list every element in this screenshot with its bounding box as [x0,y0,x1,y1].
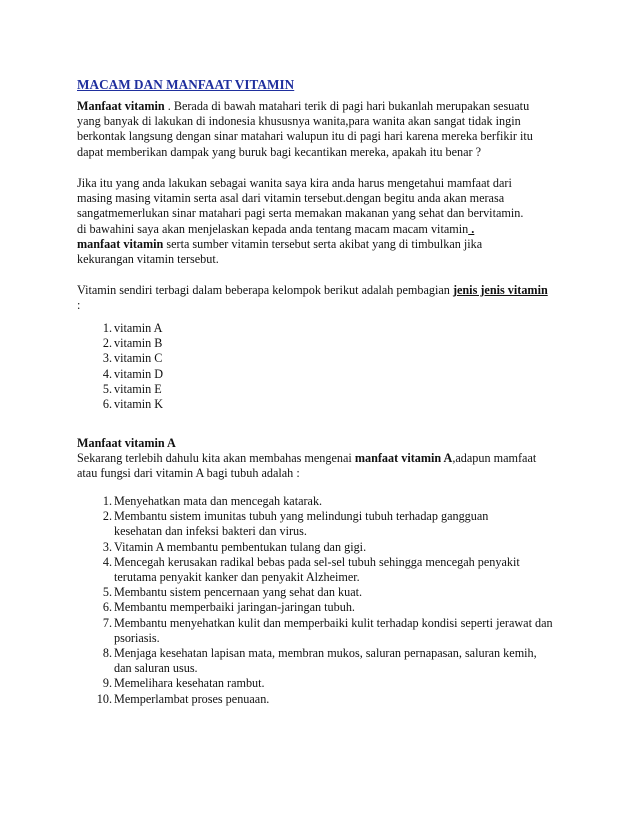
list-item [77,397,567,412]
list-item-text: Membantu sistem imunitas tubuh yang melindungi tubuh terhadap gangguan [114,509,489,524]
list-item-number: 3. [102,351,112,366]
list-item-text: vitamin A [114,321,163,335]
intro-line-3: berkontak langsung dengan sinar matahari walupun itu di pagi hari karena mereka berfikir itu [77,129,533,144]
section-a-line-1-post: ,adapun mamfaat [452,451,537,466]
list-item-text: Membantu sistem pencernaan yang sehat dan kuat. [114,585,363,600]
intro-line-1: . Berada di bawah matahari terik di pagi hari bukanlah merupakan sesuatu [164,99,530,113]
list-item-text: Vitamin A membantu pembentukan tulang dan gigi. [114,539,367,554]
list-item-text: vitamin D [114,366,164,381]
list-item-number: 6. [102,397,112,412]
section-a-line-2: atau fungsi dari vitamin A bagi tubuh adalah : [77,466,300,481]
intro-paragraph [77,99,567,160]
list-item-text: Memperlambat proses penuaan. [114,691,270,706]
list-item [77,382,567,397]
section-a [77,436,567,482]
para2-line-6: kekurangan vitamin tersebut. [77,252,219,267]
para2-line-2: masing masing vitamin serta asal dari vitamin tersebut.dengan begitu anda akan merasa [77,191,505,206]
page-title: MACAM DAN MANFAAT VITAMIN [77,77,295,92]
list-item [77,676,567,691]
list-item [77,540,567,555]
list-item-text: vitamin C [114,351,163,366]
list-item-text-continued: psoriasis. [114,630,160,645]
list-item-text: Menyehatkan mata dan mencegah katarak. [114,494,323,508]
para2-link[interactable]: . [468,221,475,236]
list-item-text: Membantu memperbaiki jaringan-jaringan tubuh. [114,600,355,615]
list-item-text: vitamin K [114,397,164,412]
list-item-number: 3. [102,539,112,554]
list-item-number: 4. [102,366,112,381]
list-item-number: 8. [102,646,112,661]
vitamin-list [77,321,567,412]
list-item [77,692,567,707]
paragraph-2 [77,176,567,267]
list-item-text-continued: kesehatan dan infeksi bakteri dan virus. [114,524,307,539]
list-item-number: 9. [102,676,112,691]
section-a-line-1: Sekarang terlebih dahulu kita akan membahas mengenai [77,451,355,466]
list-item [77,600,567,615]
list-item-number: 5. [102,381,112,396]
intro-line-4: dapat memberikan dampak yang buruk bagi kecantikan mereka, apakah itu benar ? [77,144,482,159]
list-item-number: 7. [102,615,112,630]
intro-line-2: yang banyak di lakukan di indonesia khususnya wanita,para wanita akan sangat tidak ingin [77,114,521,129]
para2-line-3: sangatmemerlukan sinar matahari pagi serta memakan makanan yang sehat dan bervitamin. [77,206,524,221]
list-item-number: 2. [102,336,112,351]
section-a-bold: manfaat vitamin A [354,451,453,466]
list-item-text: Membantu menyehatkan kulit dan memperbaiki kulit terhadap kondisi seperti jerawat dan [114,615,553,630]
list-item-number: 2. [102,509,112,524]
section-a-heading: Manfaat vitamin A [77,436,176,450]
para2-line-5: serta sumber vitamin tersebut serta akibat yang di timbulkan jika [163,236,483,251]
list-item [77,509,567,539]
list-item-number: 10. [96,691,112,706]
list-item-text-continued: terutama penyakit kanker dan penyakit Alzheimer. [114,570,360,585]
list-item-text: vitamin B [114,336,163,351]
list-item [77,321,567,336]
list-item-number: 4. [102,554,112,569]
list-item-text: Memelihara kesehatan rambut. [114,676,265,691]
list-item-text-continued: dan saluran usus. [114,661,198,676]
list-item [77,351,567,366]
para3-text: Vitamin sendiri terbagi dalam beberapa kelompok berikut adalah pembagian [77,283,453,297]
list-item-text: vitamin E [114,381,162,396]
para2-bold: manfaat vitamin [77,236,164,251]
list-item [77,336,567,351]
list-item-number: 1. [102,494,112,508]
list-item-number: 5. [102,585,112,600]
list-item-number: 6. [102,600,112,615]
list-item-text: Menjaga kesehatan lapisan mata, membran mukos, saluran pernapasan, saluran kemih, [114,646,537,661]
list-item [77,367,567,382]
intro-lead-bold: Manfaat vitamin [77,99,165,113]
para2-line-1: Jika itu yang anda lakukan sebagai wanita saya kira anda harus mengetahui mamfaat dari [77,176,512,190]
list-item-text: Mencegah kerusakan radikal bebas pada sel-sel tubuh sehingga mencegah penyakit [114,554,520,569]
list-item [77,494,567,509]
list-item [77,555,567,585]
jenis-vitamin-link[interactable]: jenis jenis vitamin [452,283,548,297]
para3-colon: : [77,298,81,313]
paragraph-3 [77,283,567,313]
list-item [77,646,567,676]
list-item-number: 1. [102,321,112,335]
list-item [77,616,567,646]
para2-line-4: di bawahini saya akan menjelaskan kepada anda tentang macam macam vitamin [77,221,469,236]
benefit-list [77,494,567,707]
list-item [77,585,567,600]
